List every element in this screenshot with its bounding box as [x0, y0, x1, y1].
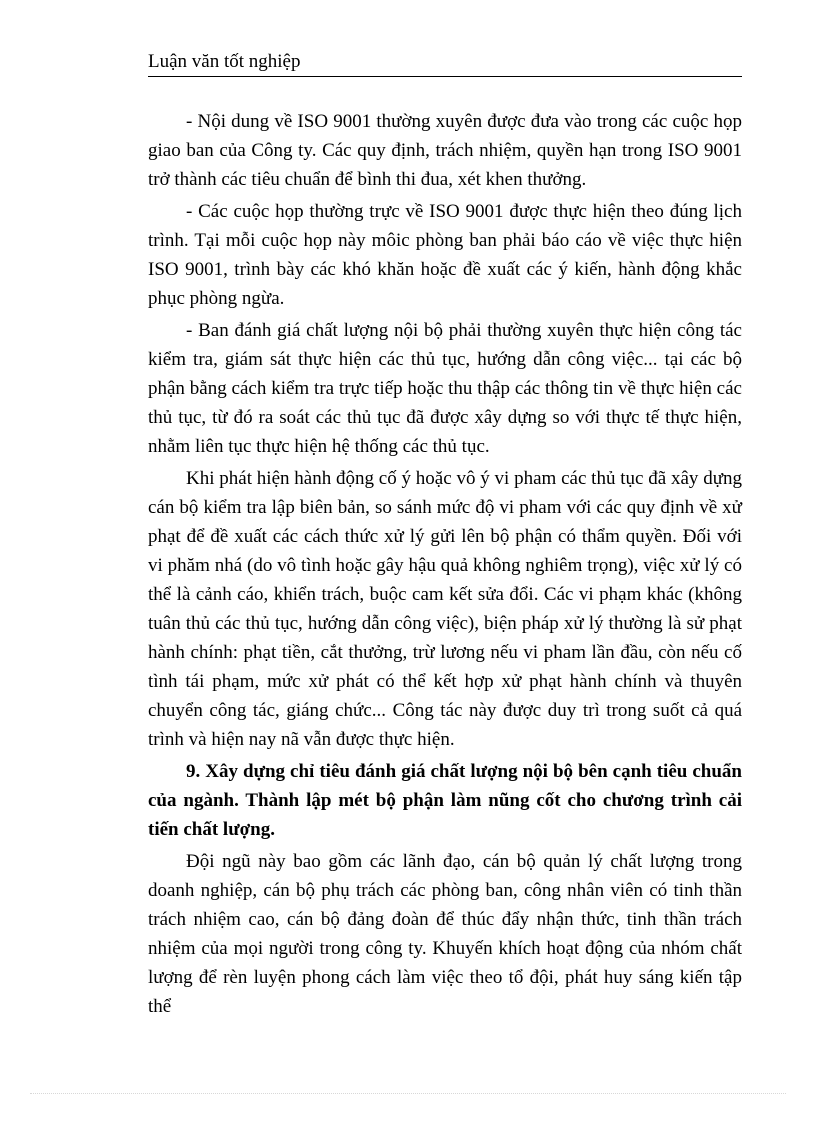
header-title: Luận văn tốt nghiệp	[148, 51, 301, 72]
paragraph-internal-audit: - Ban đánh giá chất lượng nội bộ phải thường xuyên thực hiện công tác kiểm tra, giám sát thực hiện các thủ tục, hướng dẫn công việc... tại các bộ phận bằng cách kiểm tra trực tiếp hoặc thu thập các thông tin về thực hiện các thủ tục, từ đó ra soát các thủ tục đã được xây dựng so với thực tế thực hiện, nhằm liên tục thực hiện hệ thống các thủ tục.	[148, 320, 742, 457]
paragraph-violations: Khi phát hiện hành động cố ý hoặc vô ý vi pham các thủ tục đã xây dựng cán bộ kiểm tra lập biên bản, so sánh mức độ vi pham với các quy định về xử phạt để đề xuất các cách thức xử lý gửi lên bộ phận có thẩm quyền. Đối với vi phăm nhá (do vô tình hoặc gây hậu quả không nghiêm trọng), việc xử lý có thể là cảnh cáo, khiển trách, buộc cam kết sửa đổi. Các vi phạm khác (không tuân thủ các thủ tục, hướng dẫn công việc), biện pháp xử lý thường là sử phạt hành chính: phạt tiền, cắt thưởng, trừ lương nếu vi pham lần đầu, còn nếu cố tình tái phạm, mức xử phát có thể kết hợp xử phạt hành chính và thuyên chuyển công tác, giáng chức... Công tác này được duy trì trong suốt cả quá trình và hiện nay nã vẫn được thực hiện.	[148, 468, 742, 750]
paragraph-iso-meetings: - Nội dung về ISO 9001 thường xuyên được đưa vào trong các cuộc họp giao ban của Công ty. Các quy định, trách nhiệm, quyền hạn trong ISO 9001 trở thành các tiêu chuẩn để bình thi đua, xét khen thưởng.	[148, 111, 742, 190]
document-body	[148, 107, 742, 1024]
page-header	[148, 50, 742, 77]
paragraph-core-team: Đội ngũ này bao gồm các lãnh đạo, cán bộ quản lý chất lượng trong doanh nghiệp, cán bộ phụ trách các phòng ban, công nhân viên có tinh thần trách nhiệm cao, cán bộ đảng đoàn để thúc đẩy nhận thức, tinh thần trách nhiệm của mọi người trong công ty. Khuyến khích hoạt động của nhóm chất lượng để rèn luyện phong cách làm việc theo tổ đội, phát huy sáng kiến tập thể	[148, 851, 742, 1017]
section-heading-9: 9. Xây dựng chỉ tiêu đánh giá chất lượng nội bộ bên cạnh tiêu chuẩn của ngành. Thành lập mét bộ phận làm nũng cốt cho chương trình cải tiến chất lượng.	[148, 761, 742, 840]
paragraph-regular-meetings: - Các cuộc họp thường trực về ISO 9001 được thực hiện theo đúng lịch trình. Tại mỗi cuộc họp này môic phòng ban phải báo cáo về việc thực hiện ISO 9001, trình bày các khó khăn hoặc đề xuất các ý kiến, hành động khắc phục phòng ngừa.	[148, 201, 742, 309]
page-bottom-dotted-line	[30, 1093, 786, 1094]
